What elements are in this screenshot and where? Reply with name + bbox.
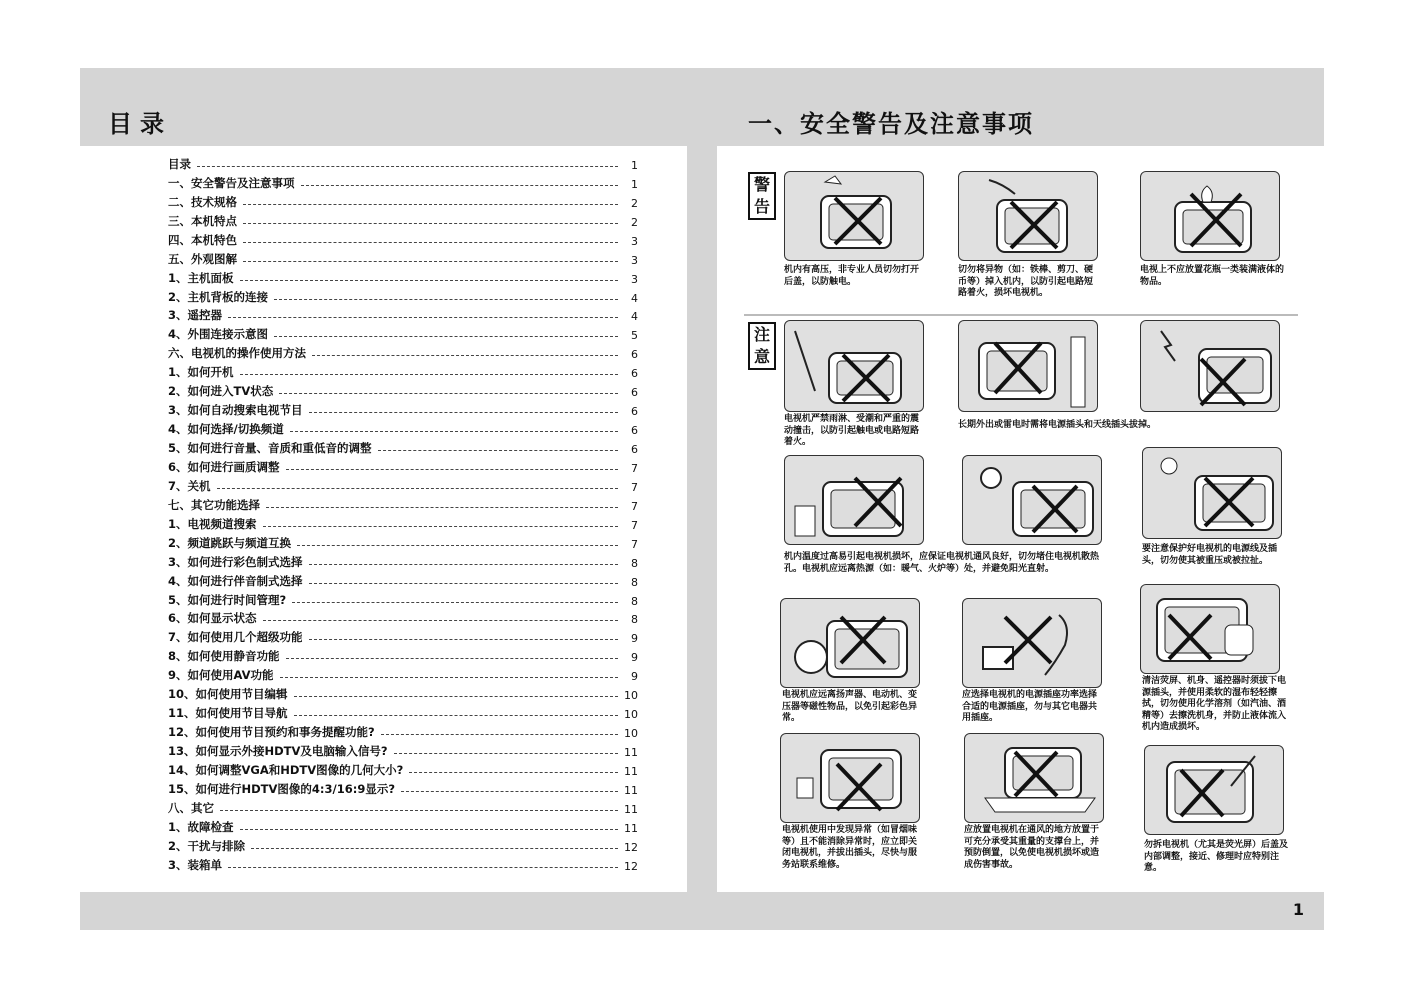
toc-page: 9 xyxy=(631,651,638,665)
toc-leader xyxy=(409,771,618,773)
toc-label: 15、如何进行HDTV图像的4:3/16:9显示? xyxy=(168,781,395,796)
toc-entry[interactable] xyxy=(168,570,638,589)
toc-page: 7 xyxy=(631,537,638,551)
toc-entry[interactable] xyxy=(168,797,638,816)
page-number: 1 xyxy=(1292,900,1304,919)
toc-entry[interactable] xyxy=(168,532,638,551)
toc-label: 3、如何进行彩色制式选择 xyxy=(168,554,303,569)
tv-crossed-icon xyxy=(781,734,919,822)
caution-illustration-abnormal xyxy=(780,733,920,823)
toc-page: 6 xyxy=(631,386,638,400)
toc-page: 11 xyxy=(624,764,638,778)
warning-illustration-high-voltage xyxy=(784,171,924,261)
toc-entry[interactable] xyxy=(168,229,638,248)
caution-caption: 应选择电视机的电源插座功率选择合适的电源插座，勿与其它电器共用插座。 xyxy=(962,690,1098,723)
toc-leader xyxy=(309,563,618,565)
toc-page: 4 xyxy=(631,291,638,305)
toc-label: 一、安全警告及注意事项 xyxy=(168,175,295,190)
caution-illustration-cleaning xyxy=(1140,584,1280,674)
caution-illustration-outlet xyxy=(962,598,1102,688)
toc-page: 3 xyxy=(631,272,638,286)
toc-entry[interactable] xyxy=(168,626,638,645)
toc-leader xyxy=(274,298,618,300)
toc-entry[interactable] xyxy=(168,721,638,740)
toc-label: 5、如何进行时间管理? xyxy=(168,592,287,607)
toc-leader xyxy=(381,733,618,735)
toc-page: 5 xyxy=(631,329,638,343)
tv-crossed-icon xyxy=(963,599,1101,687)
tv-crossed-icon xyxy=(785,321,923,411)
toc-label: 4、如何选择/切换频道 xyxy=(168,422,284,437)
caution-illustration-antenna xyxy=(1140,320,1280,412)
toc-leader xyxy=(286,468,618,470)
toc-page: 12 xyxy=(624,840,638,854)
toc-page: 6 xyxy=(631,443,638,456)
toc-entry[interactable] xyxy=(168,153,638,172)
section-divider xyxy=(744,314,1298,316)
toc-entry[interactable] xyxy=(168,645,638,664)
toc-entry[interactable] xyxy=(168,702,638,721)
tv-crossed-icon xyxy=(1141,172,1279,260)
caution-illustration-rain xyxy=(784,320,924,412)
caution-illustration-back-cover xyxy=(1144,745,1284,835)
toc-entry[interactable] xyxy=(168,835,638,854)
toc-page: 9 xyxy=(631,632,638,646)
caution-caption: 要注意保护好电视机的电源线及插头，切勿使其被重压或被拉扯。 xyxy=(1142,544,1278,566)
tv-crossed-icon xyxy=(963,456,1101,544)
tv-crossed-icon xyxy=(1145,746,1283,834)
left-page-title: 目录 xyxy=(108,110,172,138)
toc-leader xyxy=(292,601,618,603)
toc-entry[interactable] xyxy=(168,248,638,267)
caution-illustration-ventilation xyxy=(784,455,924,545)
toc-leader xyxy=(263,619,618,621)
toc-label: 1、故障检查 xyxy=(168,819,234,834)
toc-page: 7 xyxy=(631,461,638,475)
header-band xyxy=(80,68,1324,146)
toc-label: 3、装箱单 xyxy=(168,857,223,872)
toc-page: 8 xyxy=(631,556,638,570)
footer-band xyxy=(80,892,1324,930)
toc-entry[interactable] xyxy=(168,210,638,229)
toc-label: 1、主机面板 xyxy=(168,270,234,285)
toc-leader xyxy=(243,241,618,243)
caution-caption: 电视机应远离扬声器、电动机、变压器等磁性物品，以免引起彩色异常。 xyxy=(782,690,918,723)
toc-entry[interactable] xyxy=(168,267,638,286)
toc-label: 9、如何使用AV功能 xyxy=(168,668,274,683)
toc-leader xyxy=(274,335,618,337)
toc-entry[interactable] xyxy=(168,286,638,305)
toc-entry[interactable] xyxy=(168,399,638,418)
toc-page: 10 xyxy=(624,727,638,741)
toc-leader xyxy=(401,790,618,792)
toc-leader xyxy=(197,165,618,167)
toc-page: 12 xyxy=(624,859,638,873)
toc-leader xyxy=(309,638,618,640)
tv-crossed-icon xyxy=(1141,321,1279,411)
toc-entry[interactable] xyxy=(168,740,638,759)
toc-label: 7、如何使用几个超级功能 xyxy=(168,630,303,645)
toc-page: 10 xyxy=(624,708,638,722)
toc-leader xyxy=(243,222,618,224)
toc-page: 6 xyxy=(631,367,638,381)
caution-caption: 电视机严禁雨淋、受潮和严重的震动撞击，以防引起触电或电路短路着火。 xyxy=(784,414,920,447)
toc-leader xyxy=(309,582,618,584)
page-gutter xyxy=(687,146,717,892)
caution-caption: 电视机使用中发现异常（如冒烟味等）且不能消除异常时，应立即关闭电视机，并拔出插头，尽快与服务站联系维修。 xyxy=(782,825,918,870)
caution-caption: 勿拆电视机（尤其是荧光屏）后盖及内部调整，接近、修理时应特别注意。 xyxy=(1144,840,1289,873)
toc-entry[interactable] xyxy=(168,551,638,570)
toc-page: 11 xyxy=(624,783,638,797)
toc-label: 八、其它 xyxy=(168,800,214,815)
toc-leader xyxy=(240,373,618,375)
toc-entry[interactable] xyxy=(168,456,638,475)
toc-leader xyxy=(251,847,618,849)
tv-crossed-icon xyxy=(781,599,919,687)
toc-leader xyxy=(228,316,618,318)
warning-label: 警告 xyxy=(748,172,776,220)
toc-page: 8 xyxy=(631,613,638,627)
toc-label: 5、如何进行音量、音质和重低音的调整 xyxy=(168,441,372,455)
warning-caption: 机内有高压，非专业人员切勿打开后盖，以防触电。 xyxy=(784,265,920,287)
toc-entry[interactable] xyxy=(168,475,638,494)
toc-entry[interactable] xyxy=(168,683,638,702)
toc-label: 2、主机背板的连接 xyxy=(168,289,269,304)
toc-leader xyxy=(301,184,619,186)
tv-crossed-icon xyxy=(965,734,1103,822)
toc-page: 11 xyxy=(624,821,638,835)
toc-label: 目录 xyxy=(168,156,191,171)
toc-entry[interactable] xyxy=(168,664,638,683)
toc-page: 9 xyxy=(631,670,638,684)
toc-page: 7 xyxy=(631,499,638,513)
caution-label: 注意 xyxy=(748,322,776,370)
toc-label: 四、本机特色 xyxy=(168,232,237,247)
toc-entry[interactable] xyxy=(168,513,638,532)
toc-entry[interactable] xyxy=(168,361,638,380)
warning-caption: 切勿将异物（如：铁棒、剪刀、硬币等）掉入机内，以防引起电路短路着火，损坏电视机。 xyxy=(958,265,1094,298)
toc-label: 10、如何使用节目编辑 xyxy=(168,687,288,702)
toc-label: 六、电视机的操作使用方法 xyxy=(168,346,306,361)
toc-label: 13、如何显示外接HDTV及电脑输入信号? xyxy=(168,744,388,758)
toc-label: 6、如何进行画质调整 xyxy=(168,459,280,474)
toc-label: 4、如何进行伴音制式选择 xyxy=(168,573,303,588)
toc-label: 1、电视频道搜索 xyxy=(168,516,257,531)
toc-page: 10 xyxy=(624,689,638,703)
toc-page: 8 xyxy=(631,594,638,608)
toc-page: 1 xyxy=(631,158,638,172)
toc-label: 2、干扰与排除 xyxy=(168,838,246,853)
warning-caption: 电视上不应放置花瓶一类装满液体的物品。 xyxy=(1140,265,1285,287)
toc-entry[interactable] xyxy=(168,191,638,210)
toc-leader xyxy=(290,430,618,432)
toc-leader xyxy=(220,809,618,811)
toc-entry[interactable] xyxy=(168,342,638,361)
toc-entry[interactable] xyxy=(168,589,638,608)
toc-entry[interactable] xyxy=(168,608,638,627)
toc-label: 7、关机 xyxy=(168,478,211,493)
toc-entry[interactable] xyxy=(168,305,638,324)
toc-leader xyxy=(378,449,619,451)
toc-leader xyxy=(240,828,618,830)
toc-label: 3、遥控器 xyxy=(168,308,223,323)
toc-leader xyxy=(286,657,618,659)
toc-page: 7 xyxy=(631,480,638,494)
tv-crossed-icon xyxy=(1141,585,1279,673)
right-page-title: 一、安全警告及注意事项 xyxy=(748,110,1034,138)
caution-caption: 清洁荧屏、机身、遥控器时须拔下电源插头，并使用柔软的湿布轻轻擦拭，切勿使用化学溶剂（如汽油、酒精等）去擦洗机身，并防止液体流入机内造成损坏。 xyxy=(1142,676,1287,732)
toc-leader xyxy=(309,411,618,413)
toc-leader xyxy=(228,866,618,868)
toc-leader xyxy=(294,714,618,716)
toc-leader xyxy=(266,506,618,508)
toc-leader xyxy=(394,752,618,754)
toc-label: 14、如何调整VGA和HDTV图像的几何大小? xyxy=(168,762,404,777)
toc-label: 8、如何使用静音功能 xyxy=(168,649,280,664)
toc-label: 4、外围连接示意图 xyxy=(168,327,269,342)
toc-page: 4 xyxy=(631,310,638,324)
warning-illustration-liquid-vase xyxy=(1140,171,1280,261)
tv-crossed-icon xyxy=(959,172,1097,260)
toc-leader xyxy=(312,354,618,356)
tv-crossed-icon xyxy=(785,172,923,260)
toc-page: 2 xyxy=(631,215,638,229)
caution-illustration-magnetic xyxy=(780,598,920,688)
toc-label: 二、技术规格 xyxy=(168,194,237,209)
table-of-contents xyxy=(168,153,638,873)
toc-leader xyxy=(297,544,618,546)
toc-page: 3 xyxy=(631,253,638,267)
caution-illustration-power-cord xyxy=(1142,447,1282,539)
toc-page: 11 xyxy=(624,746,638,759)
toc-entry[interactable] xyxy=(168,437,638,456)
toc-page: 3 xyxy=(631,234,638,248)
tv-crossed-icon xyxy=(1143,448,1281,538)
toc-page: 6 xyxy=(631,348,638,362)
toc-leader xyxy=(280,676,618,678)
toc-page: 8 xyxy=(631,575,638,589)
toc-label: 3、如何自动搜索电视节目 xyxy=(168,403,303,418)
toc-entry[interactable] xyxy=(168,418,638,437)
toc-label: 三、本机特点 xyxy=(168,213,237,228)
caution-illustration-sunlight xyxy=(962,455,1102,545)
toc-entry[interactable] xyxy=(168,759,638,778)
caution-caption: 长期外出或雷电时需将电源插头和天线插头拔掉。 xyxy=(958,420,1157,430)
toc-label: 七、其它功能选择 xyxy=(168,497,260,512)
tv-crossed-icon xyxy=(785,456,923,544)
toc-page: 1 xyxy=(631,177,638,191)
toc-label: 6、如何显示状态 xyxy=(168,611,257,626)
warning-illustration-foreign-objects xyxy=(958,171,1098,261)
toc-page: 6 xyxy=(631,405,638,419)
toc-label: 五、外观图解 xyxy=(168,251,237,266)
toc-entry[interactable] xyxy=(168,494,638,513)
toc-label: 12、如何使用节目预约和事务提醒功能? xyxy=(168,725,375,740)
toc-label: 2、如何进入TV状态 xyxy=(168,384,274,399)
toc-leader xyxy=(263,525,618,527)
toc-entry[interactable] xyxy=(168,323,638,342)
toc-leader xyxy=(294,695,618,697)
toc-label: 11、如何使用节目导航 xyxy=(168,706,288,721)
toc-page: 6 xyxy=(631,424,638,438)
toc-entry[interactable] xyxy=(168,854,638,873)
toc-leader xyxy=(243,260,618,262)
toc-entry[interactable] xyxy=(168,816,638,835)
toc-entry[interactable] xyxy=(168,778,638,797)
tv-crossed-icon xyxy=(959,321,1097,411)
caution-caption: 机内温度过高易引起电视机损坏，应保证电视机通风良好，切勿堵住电视机散热孔。电视机应远离热源（如：暖气、火炉等）处，并避免阳光直射。 xyxy=(784,552,1100,574)
caution-illustration-lightning-unplug xyxy=(958,320,1098,412)
toc-leader xyxy=(240,279,618,281)
caution-caption: 应放置电视机在通风的地方放置于可充分承受其重量的支撑台上，并预防倒置，以免使电视机损坏或造成伤害事故。 xyxy=(964,825,1100,870)
toc-leader xyxy=(217,487,618,489)
toc-leader xyxy=(243,203,618,205)
toc-page: 7 xyxy=(631,518,638,532)
toc-page: 11 xyxy=(624,802,638,816)
toc-label: 2、频道跳跃与频道互换 xyxy=(168,535,292,550)
toc-label: 1、如何开机 xyxy=(168,365,234,380)
toc-entry[interactable] xyxy=(168,380,638,399)
toc-entry[interactable] xyxy=(168,172,638,191)
toc-leader xyxy=(279,392,618,394)
caution-illustration-stable-stand xyxy=(964,733,1104,823)
toc-page: 2 xyxy=(631,196,638,210)
